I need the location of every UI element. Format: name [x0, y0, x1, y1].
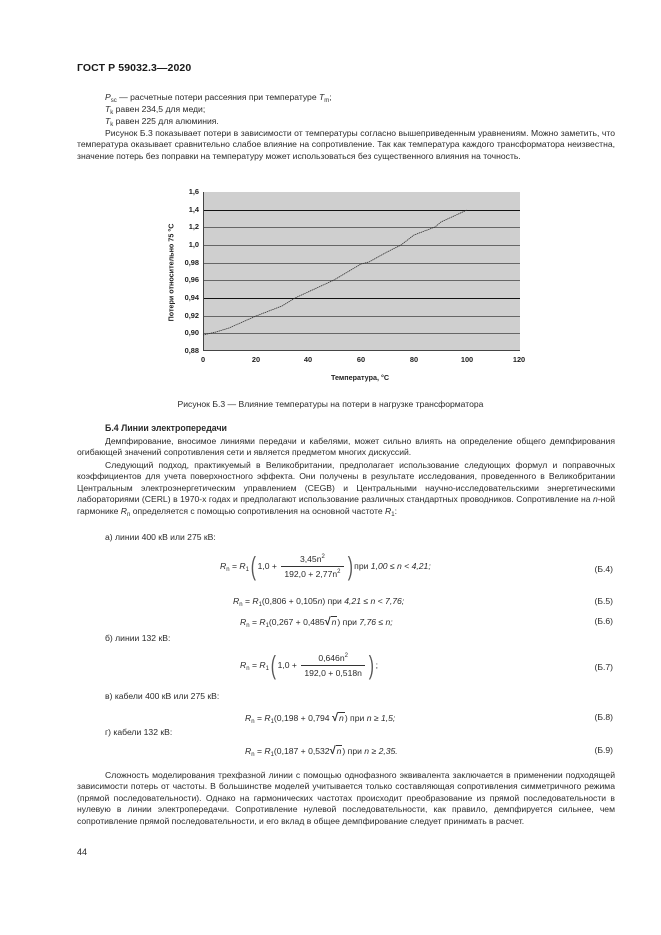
text: ;: [375, 659, 378, 670]
radicand: n: [339, 713, 344, 723]
symbol: R: [252, 596, 259, 606]
list-item-d: г) кабели 132 кВ:: [105, 727, 173, 737]
x-tick: 60: [356, 355, 366, 364]
radicand: n: [331, 617, 337, 627]
text: (0,267 + 0,485: [268, 617, 325, 627]
text: ) при: [322, 596, 345, 606]
superscript: 2: [337, 569, 341, 575]
numerator: 0,646n: [318, 653, 345, 663]
text: Следующий подход, практикуемый в Великобритании, предполагает использование следующих формул и поправочных коэффициентов для учета поверхностного эффекта. Они получены в результате исследования, проведенного в Великобритании Центральным электроэнергетическим управлением (CEGB) и Центральными научно-исследовательскими энергетическими лабораториями (CERL) в 1970-х годах и предполагают использование различных стандартных проводников. Сопротивление на: [77, 460, 615, 505]
equation-number: (Б.9): [594, 745, 613, 755]
text: =: [229, 560, 240, 571]
condition: 4,21 ≤ n < 7,76;: [344, 596, 405, 606]
symbol: R: [120, 505, 127, 516]
definition-tk-copper: [105, 104, 205, 115]
numerator: 3,45n: [299, 554, 322, 564]
equation-number: (Б.6): [594, 616, 613, 626]
punct: ;: [329, 92, 332, 102]
paragraph-figure-intro: Рисунок Б.3 показывает потери в зависимости от температуры согласно вышеприведенным уравнениям. Можно заметить, что температура оказывает сравнительно слабое влияние на сопротивление. Так как температура каждого трансформатора неизвестна, значение потерь без поправки на температуру может использоваться без существенного влияния на точность.: [77, 128, 615, 161]
list-item-c: в) кабели 400 кВ или 275 кВ:: [105, 691, 220, 701]
symbol: R: [233, 596, 240, 606]
symbol: R: [259, 659, 266, 670]
figure-caption: Рисунок Б.3 — Влияние температуры на потери в нагрузке трансформатора: [177, 399, 484, 409]
x-tick: 40: [303, 355, 313, 364]
sqrt-icon: √n: [329, 745, 342, 757]
document-header: ГОСТ Р 59032.3—2020: [77, 62, 192, 74]
paren: ): [368, 650, 374, 680]
subscript: n: [239, 602, 243, 608]
symbol: n: [593, 494, 598, 505]
y-tick: 0,94: [184, 293, 199, 302]
definition-psc: [105, 92, 332, 103]
sqrt-icon: √n: [324, 616, 337, 628]
paren: ): [347, 551, 353, 581]
subscript: n: [126, 511, 131, 518]
denominator: 192,0 + 0,518n: [304, 668, 362, 678]
y-tick: 0,88: [184, 346, 199, 355]
text: (0,806 + 0,105: [261, 596, 318, 606]
definition-tk-aluminium: [105, 116, 219, 127]
fraction: [281, 554, 343, 579]
definition-text: — расчетные потери рассеяния при температуре: [116, 92, 319, 102]
equation-b9: [245, 745, 398, 757]
page-number: 44: [77, 847, 88, 857]
paragraph-approach: [77, 460, 615, 517]
paragraph-damping: Демпфирование, вносимое линиями передачи и кабелями, может сильно влиять на определение общего демпфирования огибающей значений сопротивления сети и является предметом многих дискуссий.: [77, 436, 615, 458]
condition: 7,76 ≤ n;: [359, 617, 393, 627]
subscript: n: [251, 719, 255, 725]
x-tick: 100: [460, 355, 474, 364]
text: ) при: [342, 746, 365, 756]
denominator: 192,0 + 2,77n: [284, 569, 338, 579]
subscript: 1: [265, 665, 269, 672]
subscript: sc: [110, 98, 117, 104]
symbol: R: [245, 713, 252, 723]
text: (0,198 + 0,794: [273, 713, 332, 723]
equation-b5: [233, 596, 404, 606]
symbol: n: [317, 596, 323, 606]
equation-number: (Б.4): [594, 564, 613, 574]
text: =: [249, 617, 260, 627]
list-item-b: б) линии 132 кВ:: [105, 633, 171, 643]
x-tick: 0: [200, 355, 206, 364]
text: -ной гармонике: [77, 494, 615, 516]
symbol: T: [105, 116, 111, 126]
symbol: R: [245, 746, 252, 756]
y-tick: 0,92: [184, 311, 199, 320]
y-axis-label: Потери относительно 75 °С: [166, 223, 176, 322]
symbol: P: [105, 92, 111, 102]
equation-b7: [240, 650, 378, 681]
superscript: 2: [344, 653, 348, 659]
list-item-a: а) линии 400 кВ или 275 кВ:: [105, 532, 216, 542]
x-tick: 20: [251, 355, 261, 364]
subscript: 1: [265, 623, 269, 629]
symbol: T: [105, 104, 111, 114]
paragraph-modelling: Сложность моделирования трехфазной линии с помощью однофазного эквивалента заключается в применении подходящей зависимости потерь от частоты. В большинстве моделей учитывается только составляющая сопротивления симметричного режима (прямой последовательности). Однако на гармонических частотах происходит преобразование из прямой последовательности в нулевую в линии электропередачи. Сопротивление нулевой последовательности, как правило, демпфируется сильнее, чем сопротивление прямой последовательности, и его вклад в общее демпфирование следует принимать в расчет.: [77, 770, 615, 826]
x-axis-label: Температура, °С: [330, 373, 390, 382]
equation-b6: [240, 616, 393, 628]
condition: 1,00 ≤ n < 4,21;: [370, 560, 431, 571]
x-tick: 80: [409, 355, 419, 364]
condition: n ≥ 1,5;: [366, 713, 396, 723]
subscript: n: [251, 752, 255, 758]
subscript: 1: [391, 511, 395, 518]
y-tick: 1,2: [188, 222, 199, 231]
chart-line-series: [203, 192, 520, 351]
equation-b8: [245, 712, 395, 724]
paren: (: [250, 551, 256, 581]
text: =: [254, 746, 265, 756]
equation-number: (Б.7): [594, 662, 613, 672]
subscript: m: [324, 98, 330, 104]
symbol: R: [264, 746, 271, 756]
fraction: [301, 653, 365, 678]
symbol: R: [239, 560, 246, 571]
text: 1,0 +: [277, 659, 300, 670]
y-tick: 0,96: [184, 275, 199, 284]
subscript: n: [246, 665, 250, 672]
condition: n ≥ 2,35.: [364, 746, 398, 756]
text: =: [254, 713, 265, 723]
definition-text: равен 225 для алюминия.: [113, 116, 219, 126]
y-tick: 0,90: [184, 328, 199, 337]
subscript: 1: [245, 566, 249, 573]
text: (0,187 + 0,532: [273, 746, 330, 756]
subscript: n: [246, 623, 250, 629]
superscript: 2: [321, 554, 325, 560]
subscript: 1: [270, 719, 274, 725]
symbol: R: [220, 560, 227, 571]
text: 1,0 +: [257, 560, 280, 571]
subscript: k: [110, 122, 114, 128]
y-tick: 1,4: [188, 205, 199, 214]
y-tick: 1,0: [188, 240, 199, 249]
paren: (: [270, 650, 276, 680]
x-tick: 120: [512, 355, 526, 364]
symbol: T: [319, 92, 325, 102]
subscript: 1: [270, 752, 274, 758]
text: ) при: [344, 713, 367, 723]
text: при: [354, 560, 371, 571]
subscript: 1: [258, 602, 262, 608]
symbol: R: [240, 617, 247, 627]
text: =: [242, 596, 253, 606]
equation-b4: [220, 551, 431, 582]
symbol: R: [385, 505, 392, 516]
text: =: [249, 659, 260, 670]
y-tick: 0,98: [184, 258, 199, 267]
section-heading: Б.4 Линии электропередачи: [105, 423, 227, 433]
text: ) при: [337, 617, 360, 627]
equation-number: (Б.5): [594, 596, 613, 606]
radicand: n: [336, 746, 342, 756]
text: :: [394, 505, 397, 516]
symbol: R: [264, 713, 271, 723]
text: определяется с помощью сопротивления на основной частоте: [130, 505, 386, 516]
symbol: R: [259, 617, 266, 627]
subscript: k: [110, 110, 114, 116]
symbol: R: [240, 659, 247, 670]
sqrt-icon: √n: [331, 712, 344, 724]
equation-number: (Б.8): [594, 712, 613, 722]
definition-text: равен 234,5 для меди;: [113, 104, 206, 114]
y-tick: 1,6: [188, 187, 199, 196]
subscript: n: [226, 566, 230, 573]
